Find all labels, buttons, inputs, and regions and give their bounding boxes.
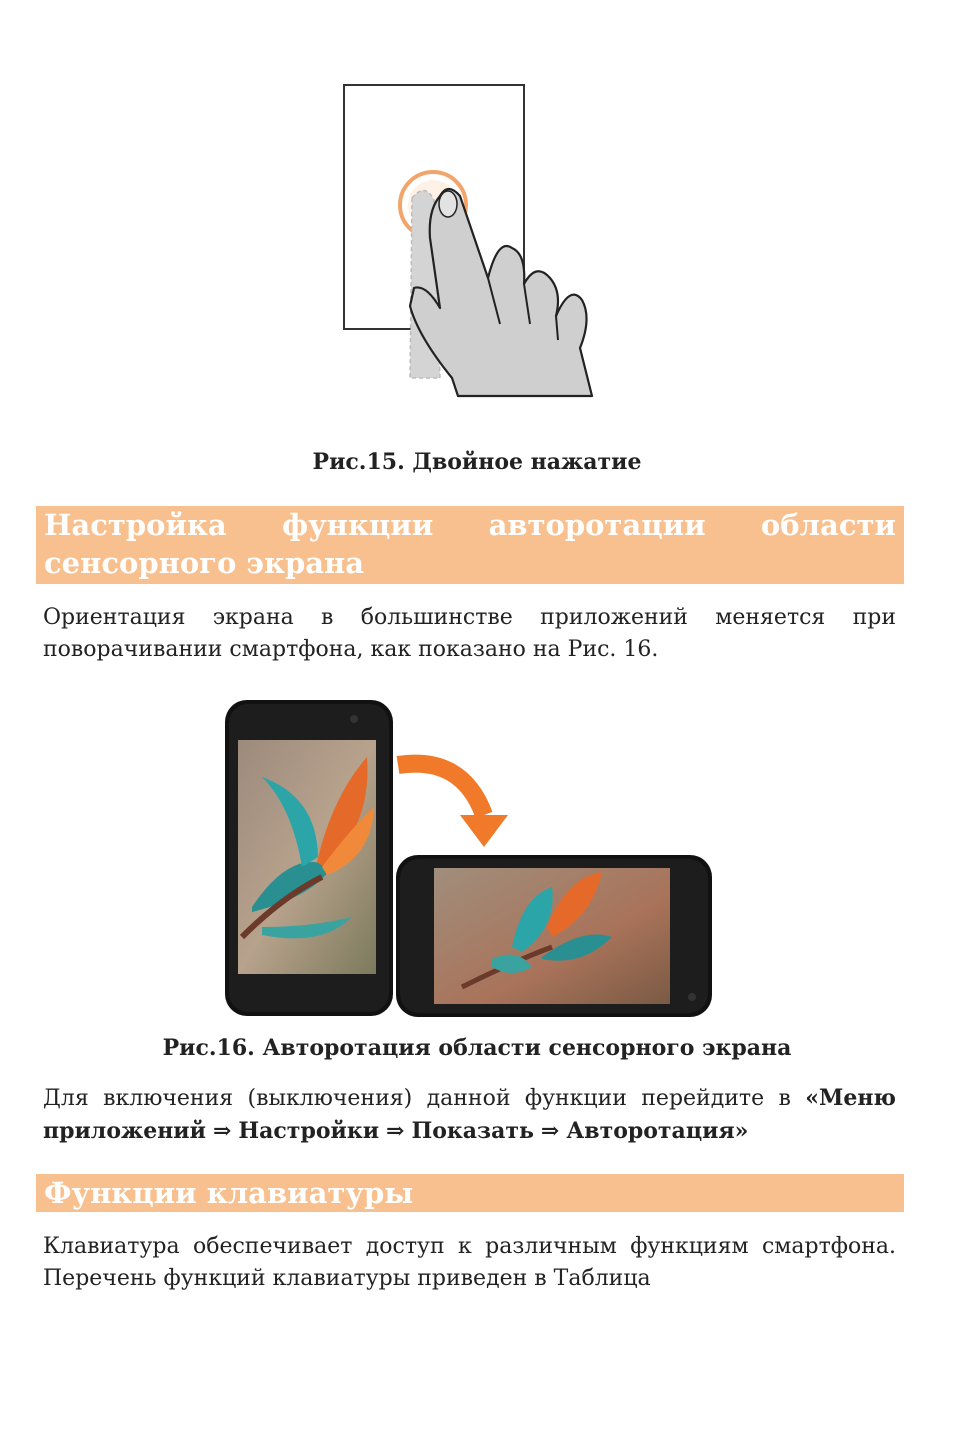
instruction-paragraph (43, 1082, 896, 1148)
section-title-line1 (44, 506, 896, 544)
title-word: области (760, 508, 896, 542)
path-arrow: ⇒ (212, 1118, 232, 1144)
section-header-keyboard: Функции клавиатуры (36, 1174, 904, 1212)
section-title-line2: сенсорного экрана (44, 546, 365, 580)
menu-path-step: Авторотация» (566, 1118, 749, 1144)
path-arrow: ⇒ (540, 1118, 560, 1144)
section-header-autorotation (36, 506, 904, 584)
instruction-text: Для включения (выключения) данной функции перейдите в (43, 1086, 806, 1111)
figure-double-tap (330, 78, 620, 438)
menu-path-step: Показать (411, 1118, 534, 1144)
menu-path-step: Настройки (238, 1118, 380, 1144)
figure-15-caption: Рис.15. Двойное нажатие (312, 449, 642, 475)
title-word: функции (281, 508, 434, 542)
keyboard-paragraph: Клавиатура обеспечивает доступ к различным функциям смартфона. Перечень функций клавиатуры приведен в Таблица (43, 1234, 896, 1291)
phone-rotation-icon (222, 697, 714, 1019)
autorotation-paragraph: Ориентация экрана в большинстве приложений меняется при поворачивании смартфона, как показано на Рис. 16. (43, 605, 896, 662)
figure-autorotation (222, 697, 714, 1019)
path-arrow: ⇒ (386, 1118, 405, 1144)
double-tap-hand-icon (330, 78, 620, 438)
figure-16-caption: Рис.16. Авторотация области сенсорного экрана (162, 1035, 792, 1061)
title-word: авторотации (488, 508, 706, 542)
title-word: Настройка (44, 508, 227, 542)
menu-path-step: «Меню приложений (43, 1085, 896, 1144)
